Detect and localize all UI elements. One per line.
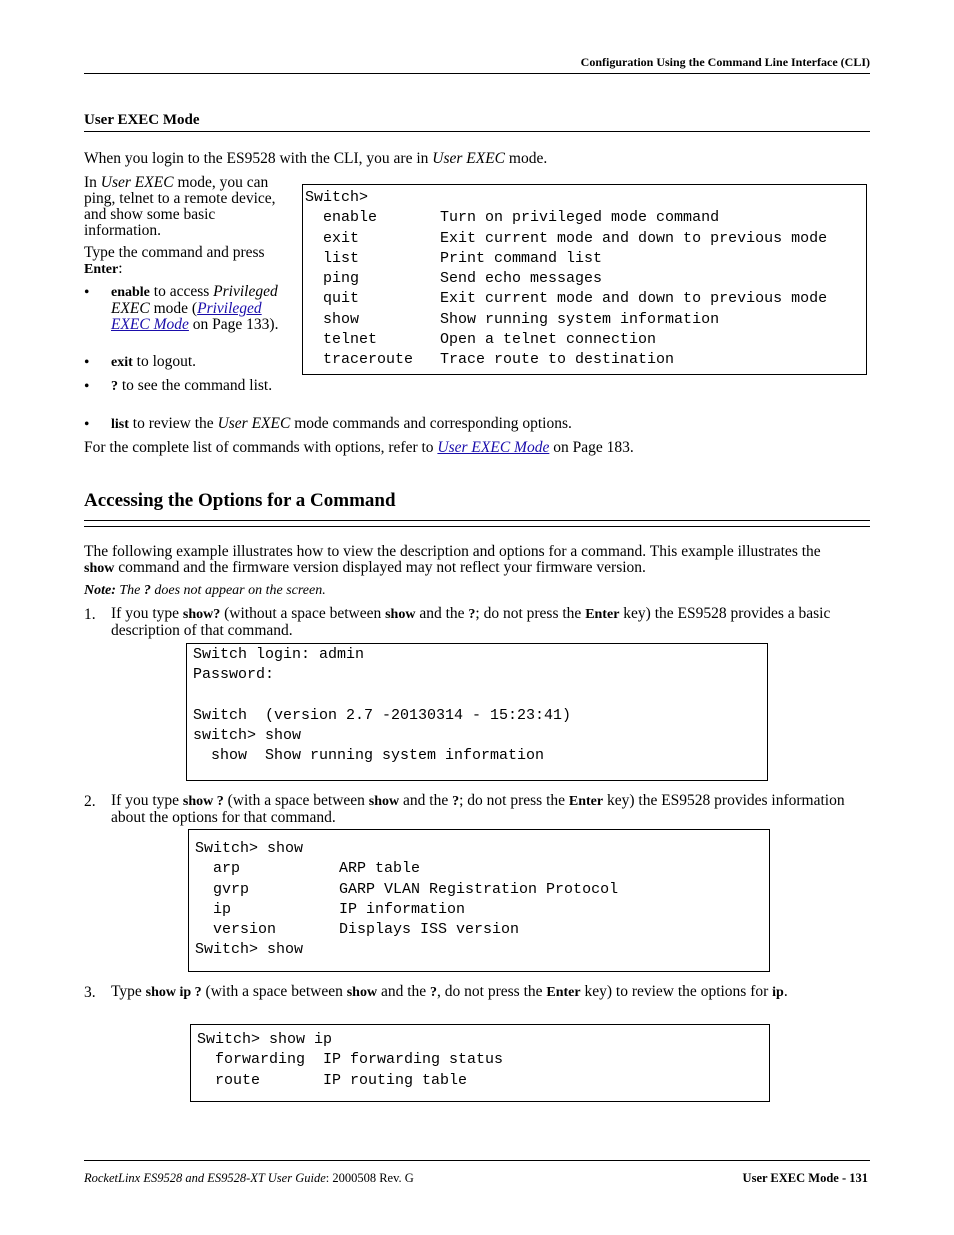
bullet-dot: • (84, 378, 90, 395)
code-step-3: Switch> show ip forwarding IP forwarding status route IP routing table (197, 1031, 504, 1089)
code-user-exec: Switch> enable Turn on privileged mode command exit Exit current mode and down to previous mode list Print command list ping Send echo messages quit Exit current mode and down to previous mode show Show running system information telnet Open a telnet connection traceroute Trace route to destination (305, 189, 828, 369)
section-heading-accessing-options: Accessing the Options for a Command (84, 490, 396, 511)
bullet-enable: enable to access Privileged EXEC mode (Privileged EXEC Mode on Page 133). (111, 283, 279, 333)
code-box-step-3 (190, 1024, 770, 1102)
section-rule (84, 131, 870, 132)
bullet-question: ? to see the command list. (111, 377, 273, 394)
reference-paragraph: For the complete list of commands with options, refer to User EXEC Mode on Page 183. (84, 439, 634, 456)
footer-left: RocketLinx ES9528 and ES9528-XT User Guide: 2000508 Rev. G (84, 1171, 414, 1185)
bullet-dot: • (84, 284, 90, 301)
step-2: If you type show ? (with a space between show and the ?; do not press the Enter key) the ES9528 provides information about the options for that command. (111, 792, 845, 826)
link-user-exec-mode[interactable]: User EXEC Mode (437, 439, 550, 456)
section2-intro: The following example illustrates how to view the description and options for a command. This example illustrates the show command and the firmware version displayed may not reflect your firmware version. (84, 543, 821, 576)
code-box-user-exec (302, 184, 867, 375)
bullet-exit: exit to logout. (111, 353, 197, 370)
intro-paragraph: When you login to the ES9528 with the CLI, you are in User EXEC mode. (84, 150, 548, 167)
code-step-2: Switch> show arp ARP table gvrp GARP VLAN Registration Protocol ip IP information version Displays ISS version Switch> show (195, 840, 619, 959)
footer-right: User EXEC Mode - 131 (742, 1171, 868, 1185)
side-paragraph-1: In User EXEC mode, you can ping, telnet to a remote device, and show some basic information. (84, 174, 276, 239)
section-rule-top (84, 520, 870, 521)
step-number: 2. (84, 793, 96, 810)
code-box-step-2 (188, 829, 770, 972)
side-paragraph-2: Type the command and press Enter: (84, 244, 265, 277)
code-box-step-1 (186, 643, 768, 781)
step-3: Type show ip ? (with a space between show and the ?, do not press the Enter key) to review the options for ip. (111, 983, 788, 1000)
section-rule-bottom (84, 526, 870, 527)
bullet-list: list to review the User EXEC mode commands and corresponding options. (111, 415, 572, 432)
step-number: 3. (84, 984, 96, 1001)
note: Note: The ? does not appear on the screen. (84, 583, 326, 598)
footer-rule (84, 1160, 870, 1161)
step-1: If you type show? (without a space between show and the ?; do not press the Enter key) the ES9528 provides a basic description of that command. (111, 605, 831, 639)
bullet-dot: • (84, 416, 90, 433)
section-heading-user-exec: User EXEC Mode (84, 112, 200, 128)
code-step-1: Switch login: admin Password: Switch (version 2.7 -20130314 - 15:23:41) switch> show show Show running system information (193, 646, 572, 765)
running-header: Configuration Using the Command Line Interface (CLI) (580, 55, 870, 69)
step-number: 1. (84, 606, 96, 623)
header-rule (84, 73, 870, 74)
link-privileged-exec-mode[interactable]: Privileged EXEC Mode (111, 300, 262, 333)
bullet-dot: • (84, 354, 90, 371)
